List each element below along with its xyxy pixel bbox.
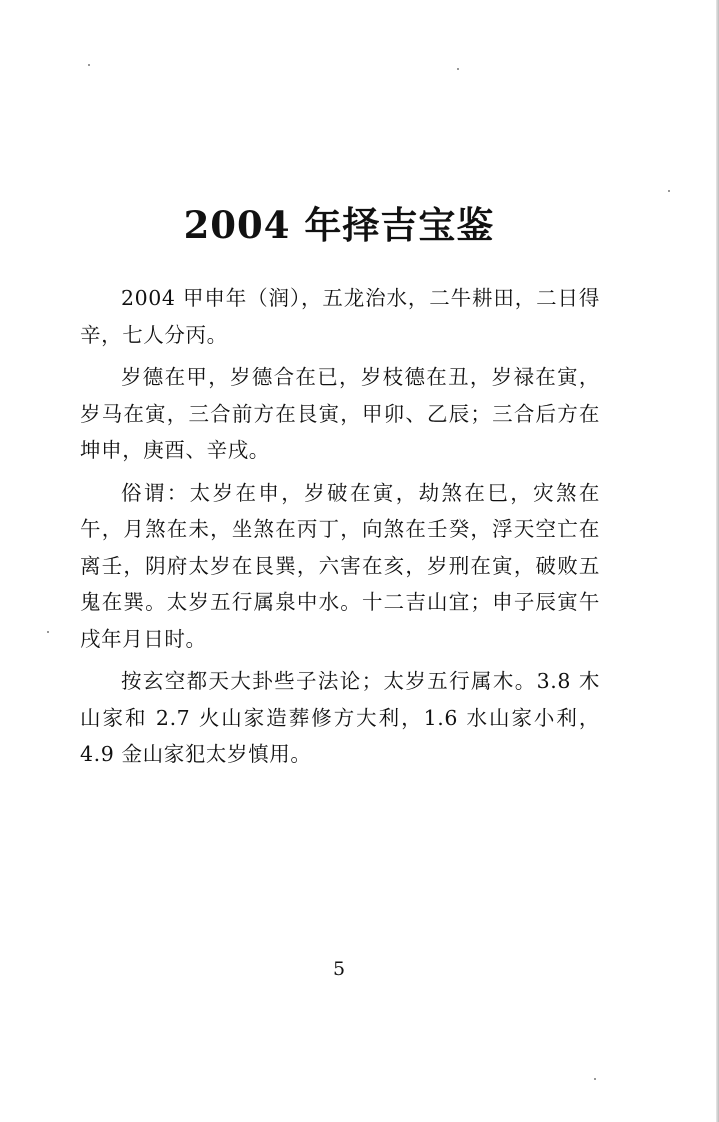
scan-speck <box>457 68 459 70</box>
scan-speck <box>668 190 670 192</box>
paragraph-year-intro: 2004 甲申年（润），五龙治水，二牛耕田，二日得辛，七人分丙。 <box>80 286 600 347</box>
page-number: 5 <box>332 958 346 980</box>
paragraph-sui-de: 岁德在甲，岁德合在已，岁枝德在丑，岁禄在寅，岁马在寅，三合前方在艮寅，甲卯、乙辰；三合后方在坤申，庚酉、辛戌。 <box>80 365 600 462</box>
paragraph-xuan-kong: 按玄空都天大卦些子法论；太岁五行属木。3.8 木山家和 2.7 火山家造葬修方大利，1.6 水山家小利，4.9 金山家犯太岁慎用。 <box>80 669 600 766</box>
scan-speck <box>47 631 49 633</box>
paragraph-su-wei: 俗谓：太岁在申，岁破在寅，劫煞在巳，灾煞在午，月煞在未，坐煞在丙丁，向煞在壬癸，浮天空亡在离壬，阴府太岁在艮巽，六害在亥，岁刑在寅，破败五鬼在巽。太岁五行属泉中水。十二吉山宜；申子辰寅午戌年月日时。 <box>80 480 600 651</box>
page-title: 2004 年择吉宝鉴 <box>183 203 495 247</box>
scan-speck <box>88 64 90 66</box>
body-text <box>80 280 600 779</box>
scan-speck <box>594 1078 596 1080</box>
